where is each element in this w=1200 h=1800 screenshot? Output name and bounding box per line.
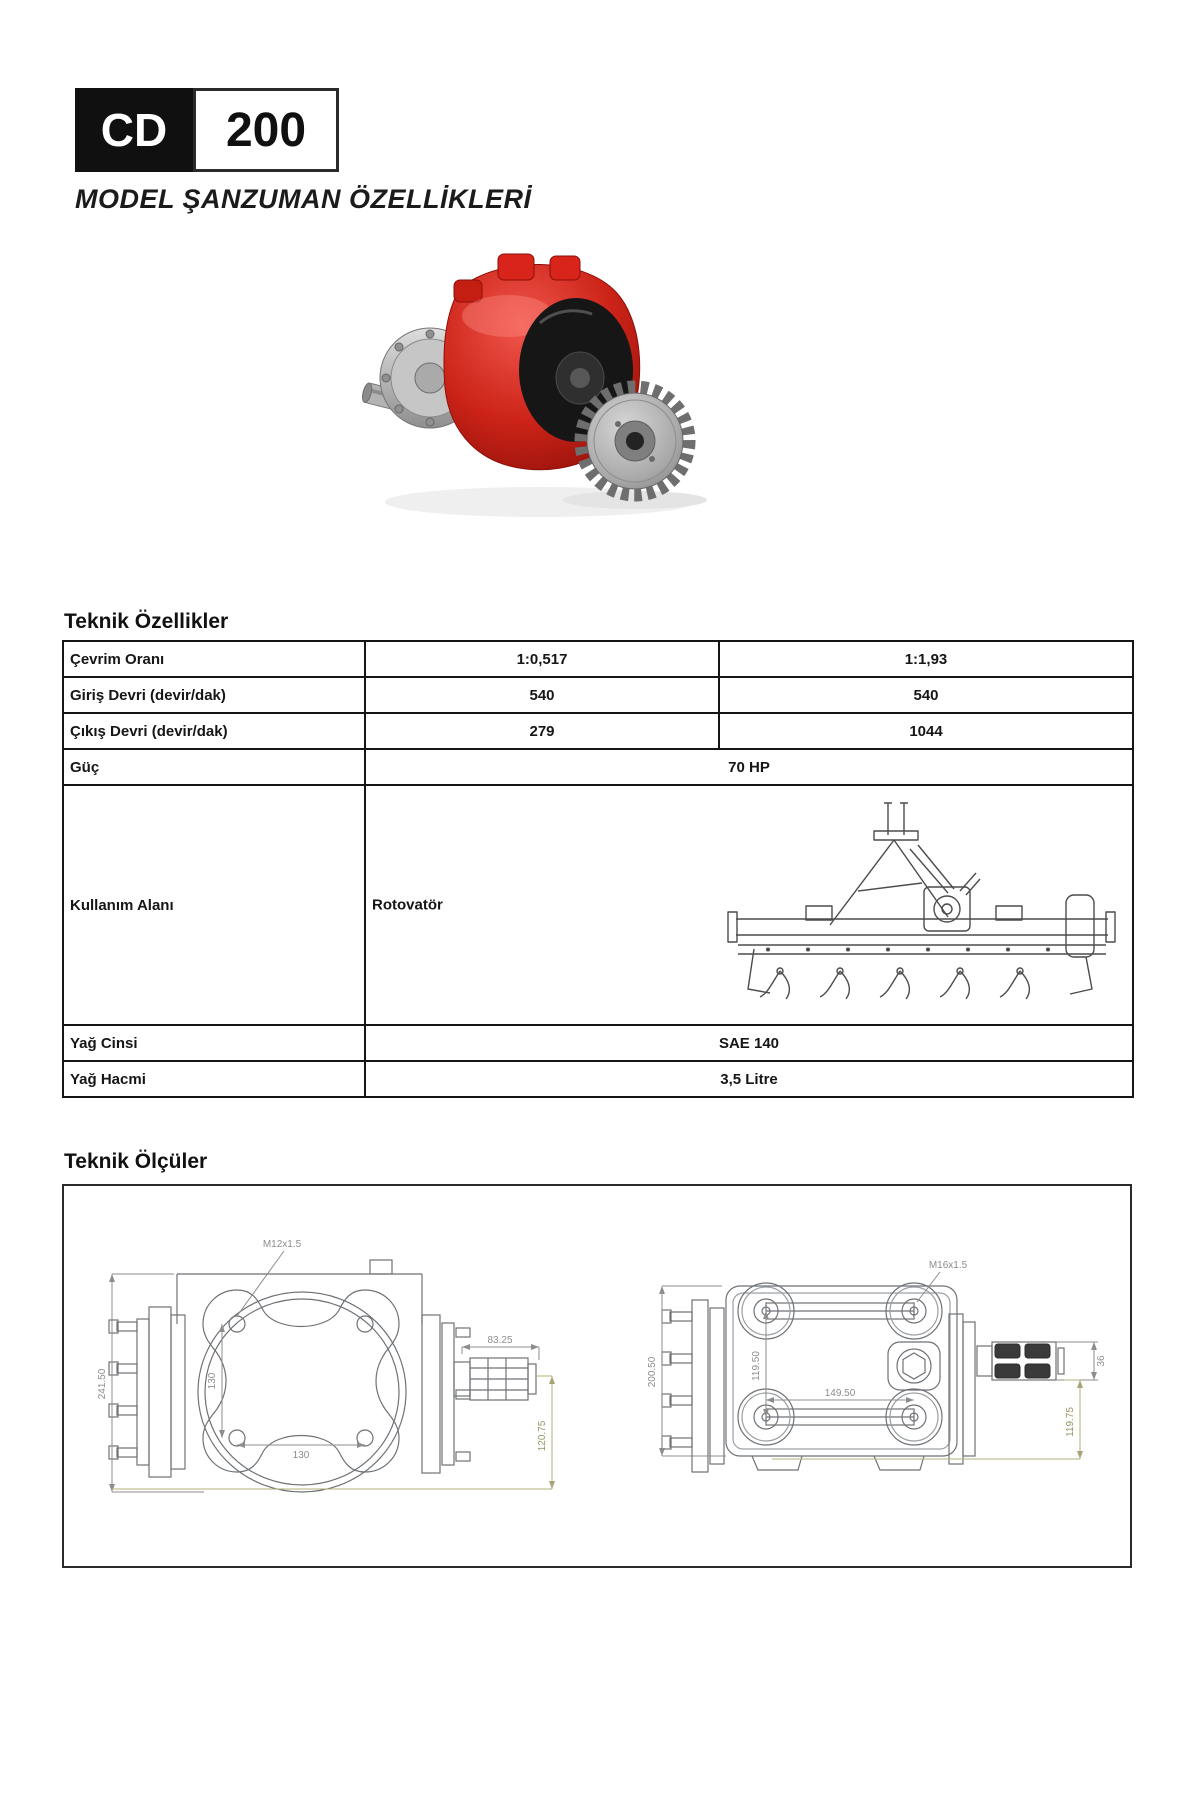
spec-row-yag-hacmi [63,1061,1133,1097]
side-hole-spacing-v: 119.50 [751,1351,762,1381]
model-code: CD [75,88,193,172]
housing-boss [550,256,580,280]
spec-value: 1:0,517 [365,641,719,677]
technical-drawings-box [62,1184,1132,1568]
model-badge [75,88,339,172]
side-hole-spacing-h: 149.50 [824,1388,856,1399]
front-shaft-height-dim: 120.75 [537,1420,548,1452]
spec-row-giris-devri [63,677,1133,713]
housing-boss [498,254,534,280]
rotovator-drawing [708,799,1128,1011]
front-height-dim: 241.50 [97,1368,108,1400]
sprocket-gear [581,387,689,495]
usage-value: Rotovatör [372,896,443,914]
spec-row-guc [63,749,1133,785]
spec-value: 540 [365,677,719,713]
spec-label: Çevrim Oranı [63,641,365,677]
spec-row-kullanim-alani [63,785,1133,1025]
model-number: 200 [193,88,339,172]
spec-label: Güç [63,749,365,785]
spec-label: Kullanım Alanı [63,785,365,1025]
housing-ear [454,280,482,302]
spec-label: Çıkış Devri (devir/dak) [63,713,365,749]
spec-value: 279 [365,713,719,749]
spec-row-yag-cinsi [63,1025,1133,1061]
front-thread-label: M12x1.5 [262,1239,302,1250]
side-shaft-diameter-dim: 36 [1096,1355,1107,1367]
spec-value: 70 HP [365,749,1133,785]
spec-value: 1044 [719,713,1133,749]
side-height-dim: 200.50 [647,1356,658,1388]
spec-label: Yağ Hacmi [63,1061,365,1097]
usage-cell [365,785,1133,1025]
side-shaft-height-dim: 119.75 [1065,1407,1076,1437]
side-view-drawing [592,1252,1112,1532]
front-hole-spacing-v: 130 [207,1372,218,1390]
side-thread-label: M16x1.5 [928,1260,968,1271]
spec-value: 540 [719,677,1133,713]
spec-table [62,640,1134,1098]
spec-value: SAE 140 [365,1025,1133,1061]
spec-label: Giriş Devri (devir/dak) [63,677,365,713]
spec-value: 3,5 Litre [365,1061,1133,1097]
front-view-drawing [84,1214,584,1504]
spec-row-cikis-devri [63,713,1133,749]
spec-value: 1:1,93 [719,641,1133,677]
spec-row-cevrim-orani [63,641,1133,677]
page-subtitle: MODEL ŞANZUMAN ÖZELLİKLERİ [75,184,532,214]
specs-title: Teknik Özellikler [64,610,229,633]
dims-title: Teknik Ölçüler [64,1150,208,1173]
front-hole-spacing-h: 130 [292,1450,310,1461]
gearbox-product-photo [350,228,730,528]
front-shaft-length-dim: 83.25 [487,1335,513,1346]
spec-label: Yağ Cinsi [63,1025,365,1061]
